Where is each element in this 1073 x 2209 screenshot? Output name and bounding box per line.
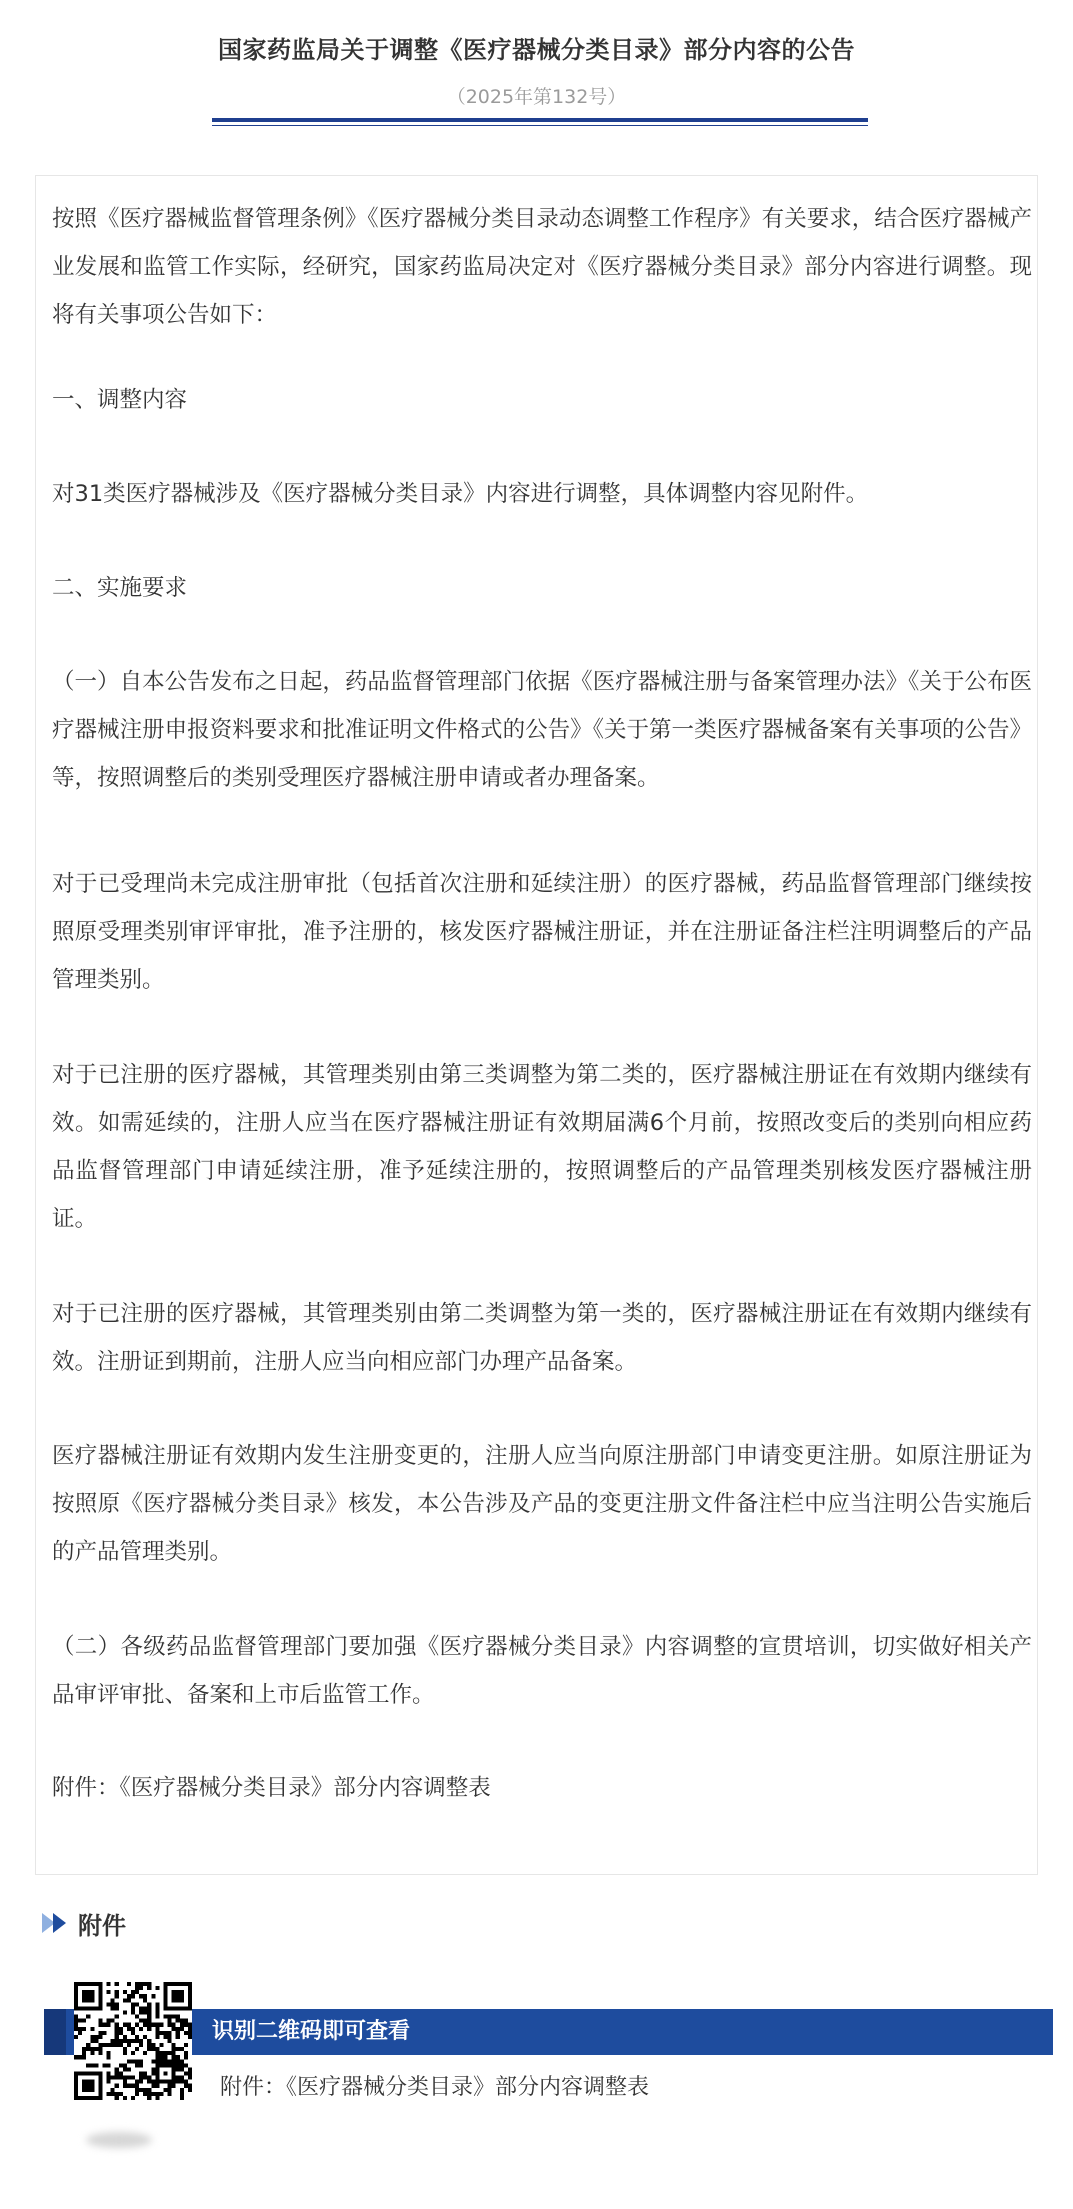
title-underline-thick [212, 118, 868, 122]
attachment-link[interactable]: 附件：《医疗器械分类目录》部分内容调整表 [220, 2075, 650, 2100]
qr-banner [44, 2009, 1053, 2055]
announcement-content-box [35, 175, 1038, 1875]
page-title: 国家药监局关于调整《医疗器械分类目录》部分内容的公告 [218, 36, 855, 64]
section-heading-adjustment: 一、调整内容 [52, 387, 188, 413]
section-heading-requirements: 二、实施要求 [52, 575, 188, 601]
intro-paragraph: 按照《医疗器械监督管理条例》《医疗器械分类目录动态调整工作程序》有关要求，结合医疗器械产业发展和监管工作实际，经研究，国家药监局决定对《医疗器械分类目录》部分内容进行调整。现将有关事项公告如下： [52, 206, 1032, 328]
title-underline-thin [212, 125, 868, 126]
attachment-section-title: 附件 [78, 1911, 126, 1940]
qr-banner-text: 识别二维码即可查看 [212, 2019, 411, 2044]
qr-shadow [86, 2132, 152, 2148]
qr-banner-accent [44, 2009, 66, 2055]
attachment-section-header [42, 1905, 126, 1941]
qr-code-icon[interactable] [74, 1982, 192, 2100]
requirement-1-paragraph: （一）自本公告发布之日起，药品监督管理部门依据《医疗器械注册与备案管理办法》《关于公布医疗器械注册申报资料要求和批准证明文件格式的公告》《关于第一类医疗器械备案有关事项的公告》等，按照调整后的类别受理医疗器械注册申请或者办理备案。 [52, 669, 1032, 791]
pending-registration-paragraph: 对于已受理尚未完成注册审批（包括首次注册和延续注册）的医疗器械，药品监督管理部门继续按照原受理类别审评审批，准予注册的，核发医疗器械注册证，并在注册证备注栏注明调整后的产品管理类别。 [52, 871, 1032, 993]
requirement-2-paragraph: （二）各级药品监督管理部门要加强《医疗器械分类目录》内容调整的宣贯培训，切实做好相关产品审评审批、备案和上市后监管工作。 [52, 1634, 1032, 1708]
attachment-reference-paragraph: 附件：《医疗器械分类目录》部分内容调整表 [52, 1775, 491, 1801]
double-triangle-right-icon [42, 1911, 72, 1935]
adjustment-paragraph: 对31类医疗器械涉及《医疗器械分类目录》内容进行调整，具体调整内容见附件。 [52, 481, 869, 507]
class3-to-class2-paragraph: 对于已注册的医疗器械，其管理类别由第三类调整为第二类的，医疗器械注册证在有效期内继续有效。如需延续的，注册人应当在医疗器械注册证有效期届满6个月前，按照改变后的类别向相应药品监督管理部门申请延续注册，准予延续注册的，按照调整后的产品管理类别核发医疗器械注册证。 [52, 1062, 1032, 1232]
registration-change-paragraph: 医疗器械注册证有效期内发生注册变更的，注册人应当向原注册部门申请变更注册。如原注册证为按照原《医疗器械分类目录》核发，本公告涉及产品的变更注册文件备注栏中应当注明公告实施后的产品管理类别。 [52, 1443, 1032, 1565]
document-number: （2025年第132号） [446, 86, 627, 108]
class2-to-class1-paragraph: 对于已注册的医疗器械，其管理类别由第二类调整为第一类的，医疗器械注册证在有效期内继续有效。注册证到期前，注册人应当向相应部门办理产品备案。 [52, 1301, 1032, 1375]
